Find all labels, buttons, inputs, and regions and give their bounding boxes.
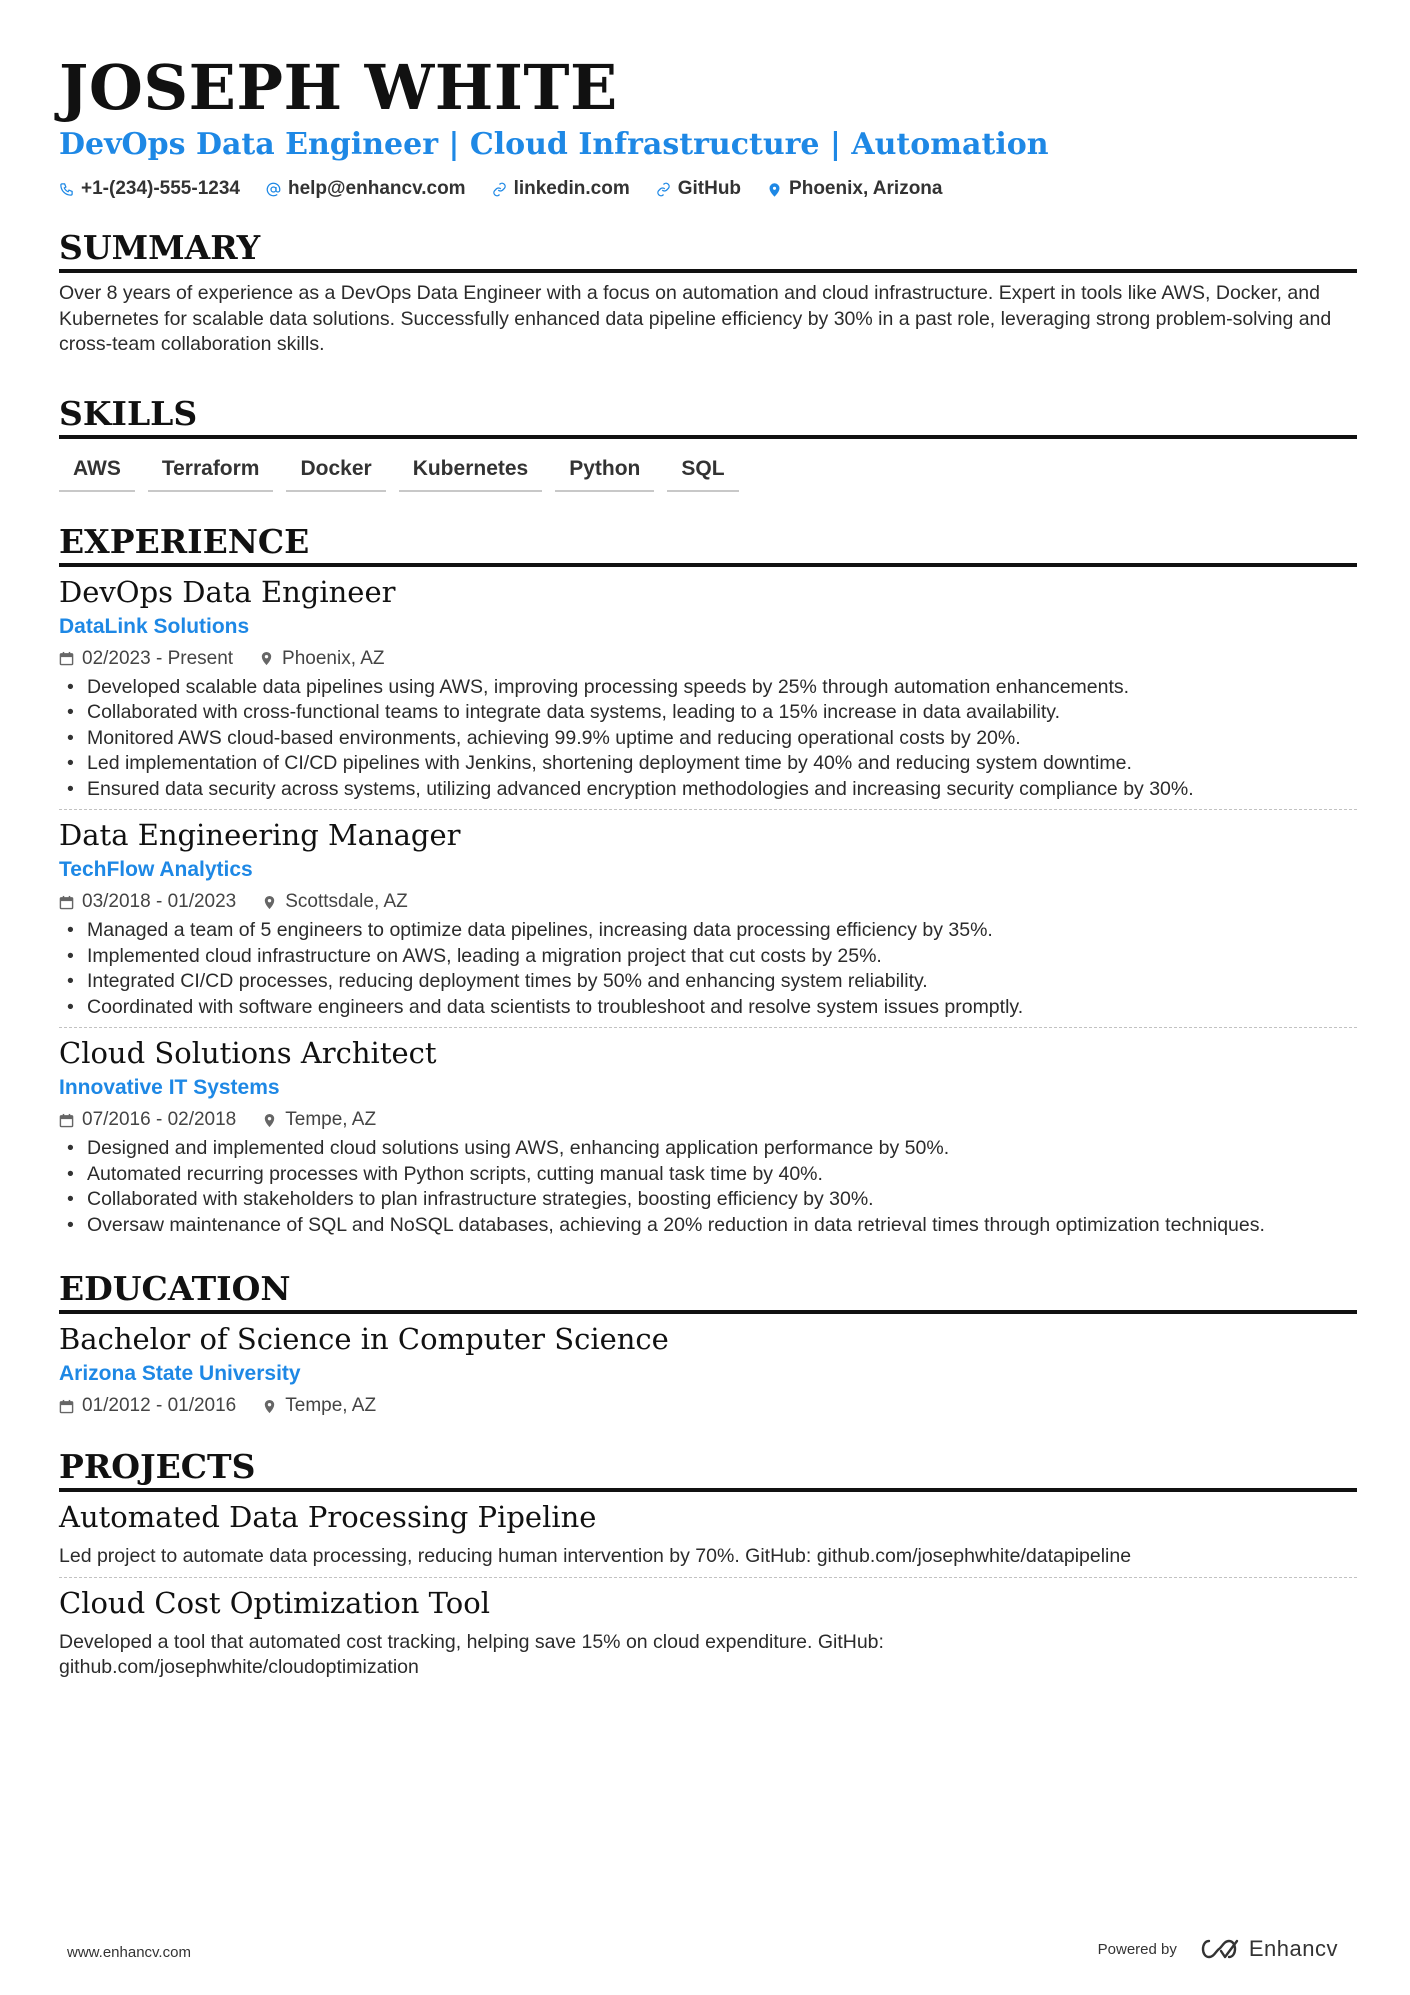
project-entry — [59, 1577, 1357, 1688]
contact-location — [767, 178, 942, 200]
resume-page — [59, 52, 1357, 1688]
skill-tag: AWS — [59, 451, 135, 492]
project-title: Automated Data Processing Pipeline — [59, 1500, 597, 1534]
summary-title: SUMMARY — [59, 228, 1357, 273]
experience-section — [59, 522, 1357, 1246]
experience-entry — [59, 809, 1357, 1027]
project-description: Developed a tool that automated cost tracking, helping save 15% on cloud expenditure. GitHub: github.com/josephwhite/cloudoptimization — [59, 1630, 884, 1678]
education-dates-text: 01/2012 - 01/2016 — [82, 1395, 237, 1416]
summary-section — [59, 228, 1357, 358]
bullet-item: • Collaborated with cross-functional teams to integrate data systems, leading to a 15% increase in data availability. — [59, 700, 1357, 726]
enhancv-logo-icon — [1197, 1938, 1241, 1960]
job-dates-text: 07/2016 - 02/2018 — [82, 1109, 237, 1130]
job-dates-text: 02/2023 - Present — [82, 647, 234, 669]
company-name: TechFlow Analytics — [59, 858, 253, 881]
skills-title: SKILLS — [59, 394, 1357, 439]
experience-title: EXPERIENCE — [59, 522, 1357, 567]
footer-website[interactable]: www.enhancv.com — [67, 1944, 191, 1961]
contact-linkedin-text: linkedin.com — [513, 178, 630, 199]
footer-branding — [1098, 1936, 1338, 1962]
contact-email[interactable] — [266, 178, 466, 200]
bullet-item: • Monitored AWS cloud-based environments, achieving 99.9% uptime and reducing operational costs by 20%. — [59, 726, 1357, 752]
job-location-text: Phoenix, AZ — [282, 647, 385, 669]
education-entry — [59, 1320, 1357, 1425]
contact-phone-text: +1-(234)-555-1234 — [81, 178, 240, 199]
job-meta — [59, 647, 1357, 671]
project-description: Led project to automate data processing, reducing human intervention by 70%. GitHub: github.com/josephwhite/datapipeline — [59, 1545, 1132, 1567]
bullet-item: • Implemented cloud infrastructure on AWS, leading a migration project that cut costs by 25%. — [59, 944, 1357, 970]
job-dates-text: 03/2018 - 01/2023 — [82, 891, 237, 912]
job-dates — [59, 1108, 236, 1132]
job-title: Cloud Solutions Architect — [59, 1036, 437, 1070]
link-icon — [492, 182, 507, 197]
calendar-icon — [59, 1399, 74, 1414]
projects-title: PROJECTS — [59, 1447, 1357, 1492]
job-location — [259, 647, 384, 671]
bullet-item: • Ensured data security across systems, utilizing advanced encryption methodologies and increasing security compliance by 30%. — [59, 777, 1357, 803]
degree-title: Bachelor of Science in Computer Science — [59, 1322, 669, 1356]
skills-list — [59, 451, 1357, 492]
skill-tag: Docker — [286, 451, 385, 492]
job-location — [262, 1108, 376, 1132]
phone-icon — [59, 182, 74, 197]
at-icon — [266, 182, 281, 197]
bullet-item: • Integrated CI/CD processes, reducing deployment times by 50% and enhancing system reliability. — [59, 969, 1357, 995]
contact-github[interactable] — [656, 178, 741, 200]
calendar-icon — [59, 1113, 74, 1128]
job-dates — [59, 890, 236, 914]
skill-tag: Terraform — [148, 451, 274, 492]
bullet-item: • Designed and implemented cloud solutions using AWS, enhancing application performance by 50%. — [59, 1136, 1357, 1162]
location-pin-icon — [262, 1399, 277, 1414]
projects-section — [59, 1447, 1357, 1688]
skill-tag: Python — [555, 451, 654, 492]
job-bullets — [59, 675, 1357, 803]
skill-tag: SQL — [667, 451, 738, 492]
location-pin-icon — [262, 895, 277, 910]
contact-list — [59, 178, 1357, 200]
education-location-text: Tempe, AZ — [285, 1395, 377, 1416]
contact-location-text: Phoenix, Arizona — [789, 178, 943, 199]
bullet-item: • Oversaw maintenance of SQL and NoSQL databases, achieving a 20% reduction in data retrieval times through optimization techniques. — [59, 1213, 1357, 1239]
bullet-item: • Developed scalable data pipelines using AWS, improving processing speeds by 25% through automation enhancements. — [59, 675, 1357, 701]
job-meta — [59, 1108, 1357, 1132]
project-title: Cloud Cost Optimization Tool — [59, 1585, 490, 1620]
candidate-headline: DevOps Data Engineer | Cloud Infrastructure | Automation — [59, 127, 1049, 162]
skill-tag: Kubernetes — [399, 451, 543, 492]
contact-email-text: help@enhancv.com — [287, 178, 466, 199]
bullet-item: • Coordinated with software engineers and data scientists to troubleshoot and resolve system issues promptly. — [59, 995, 1357, 1021]
education-dates — [59, 1394, 236, 1418]
job-location-text: Tempe, AZ — [285, 1109, 377, 1130]
education-meta — [59, 1394, 1357, 1418]
education-title: EDUCATION — [59, 1269, 1357, 1314]
brand-name: Enhancv — [1248, 1936, 1338, 1961]
job-bullets — [59, 1136, 1357, 1238]
skills-section — [59, 394, 1357, 492]
education-location — [262, 1394, 376, 1418]
job-location-text: Scottsdale, AZ — [285, 891, 408, 912]
school-name: Arizona State University — [59, 1362, 301, 1385]
bullet-item: • Automated recurring processes with Python scripts, cutting manual task time by 40%. — [59, 1162, 1357, 1188]
job-dates — [59, 647, 233, 671]
job-title: DevOps Data Engineer — [59, 574, 396, 609]
bullet-item: • Managed a team of 5 engineers to optimize data pipelines, increasing data processing efficiency by 35%. — [59, 918, 1357, 944]
education-section — [59, 1269, 1357, 1425]
company-name: DataLink Solutions — [59, 614, 250, 638]
bullet-item: • Collaborated with stakeholders to plan infrastructure strategies, boosting efficiency by 30%. — [59, 1187, 1357, 1213]
bullet-item: • Led implementation of CI/CD pipelines with Jenkins, shortening deployment time by 40% and reducing system downtime. — [59, 751, 1357, 777]
job-meta — [59, 890, 1357, 914]
project-entry — [59, 1498, 1357, 1577]
location-pin-icon — [767, 182, 782, 197]
company-name: Innovative IT Systems — [59, 1076, 280, 1099]
experience-entry — [59, 1027, 1357, 1245]
calendar-icon — [59, 895, 74, 910]
calendar-icon — [59, 651, 74, 666]
resume-header — [59, 52, 1357, 200]
location-pin-icon — [262, 1113, 277, 1128]
contact-linkedin[interactable] — [492, 178, 630, 200]
candidate-name: JOSEPH WHITE — [59, 51, 618, 124]
contact-phone[interactable] — [59, 178, 240, 200]
job-bullets — [59, 918, 1357, 1020]
job-title: Data Engineering Manager — [59, 818, 461, 852]
contact-github-text: GitHub — [677, 178, 742, 199]
location-pin-icon — [259, 651, 274, 666]
summary-text: Over 8 years of experience as a DevOps Data Engineer with a focus on automation and cloud infrastructure. Expert in tools like AWS, Docker, and Kubernetes for scalable data solutions. Successfully enhanced data pipeline efficiency by 30% in a past role, leveraging strong problem-solving and cross-team collaboration skills. — [59, 282, 1332, 355]
link-icon — [656, 182, 671, 197]
job-location — [262, 890, 408, 914]
powered-by-label: Powered by — [1097, 1940, 1177, 1958]
enhancv-logo[interactable] — [1197, 1936, 1338, 1962]
experience-entry — [59, 573, 1357, 810]
